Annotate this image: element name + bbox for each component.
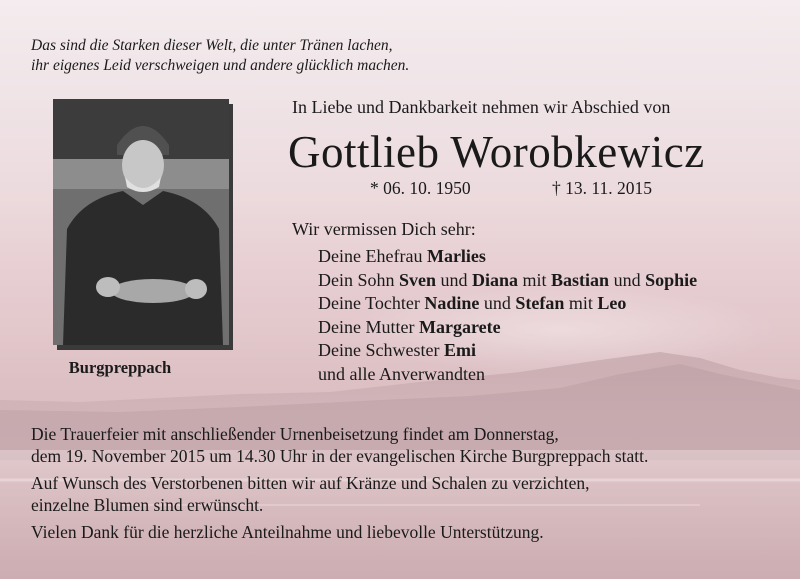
farewell-intro: In Liebe und Dankbarkeit nehmen wir Abschied von: [292, 97, 671, 117]
mourner-name: Leo: [597, 293, 627, 313]
notice-line: Auf Wunsch des Verstorbenen bitten wir auf Kränze und Schalen zu verzichten,: [31, 473, 590, 493]
mourner-name: Stefan: [515, 293, 565, 313]
mourner-line: [318, 245, 697, 269]
epitaph-line: ihr eigenes Leid verschweigen und andere glücklich machen.: [31, 57, 410, 74]
epitaph-line: Das sind die Starken dieser Welt, die unter Tränen lachen,: [31, 37, 393, 54]
death-date: † 13. 11. 2015: [552, 178, 652, 198]
service-details: [31, 423, 648, 467]
relation-text: Deine Ehefrau: [318, 246, 427, 266]
notice-line: Die Trauerfeier mit anschließender Urnenbeisetzung findet am Donnerstag,: [31, 424, 559, 444]
mourner-line: [318, 316, 697, 340]
mourner-line: [318, 292, 697, 316]
mourner-name: Marlies: [426, 246, 486, 266]
service-notice: [31, 423, 648, 548]
mourners-list: [318, 245, 697, 386]
mourner-name: Sophie: [645, 269, 698, 290]
connector-text: und: [609, 269, 646, 290]
deceased-name: Gottlieb Worobkewicz: [288, 127, 705, 177]
connector-text: mit: [518, 269, 552, 290]
birth-date: * 06. 10. 1950: [370, 178, 471, 198]
connector-text: und: [436, 269, 473, 290]
mourners-heading: Wir vermissen Dich sehr:: [292, 219, 476, 239]
portrait-photo: [53, 99, 229, 345]
thanks-note: Vielen Dank für die herzliche Anteilnahme und liebevolle Unterstützung.: [31, 522, 544, 542]
mourner-name: Emi: [443, 340, 476, 360]
relation-text: und alle Anverwandten: [318, 363, 485, 384]
notice-line: einzelne Blumen sind erwünscht.: [31, 495, 264, 515]
relation-text: Deine Mutter: [318, 316, 419, 337]
epitaph-quote: [31, 36, 409, 76]
photo-caption: Burgpreppach: [68, 358, 172, 377]
flower-request: [31, 472, 648, 516]
portrait-image: [53, 99, 229, 345]
mourner-name: Nadine: [424, 293, 480, 313]
mourner-name: Margarete: [418, 316, 501, 337]
mourner-name: Diana: [472, 269, 519, 290]
connector-text: mit: [564, 293, 598, 313]
mourner-name: Bastian: [551, 269, 610, 290]
notice-line: dem 19. November 2015 um 14.30 Uhr in der evangelischen Kirche Burgpreppach statt.: [31, 446, 649, 466]
relation-text: Dein Sohn: [318, 269, 399, 290]
mourner-line: [318, 363, 697, 387]
relation-text: Deine Tochter: [318, 293, 425, 313]
connector-text: und: [479, 293, 516, 313]
mourner-line: [318, 339, 697, 363]
mourner-line: [318, 269, 697, 293]
relation-text: Deine Schwester: [318, 340, 444, 360]
mourner-name: Sven: [399, 269, 437, 290]
